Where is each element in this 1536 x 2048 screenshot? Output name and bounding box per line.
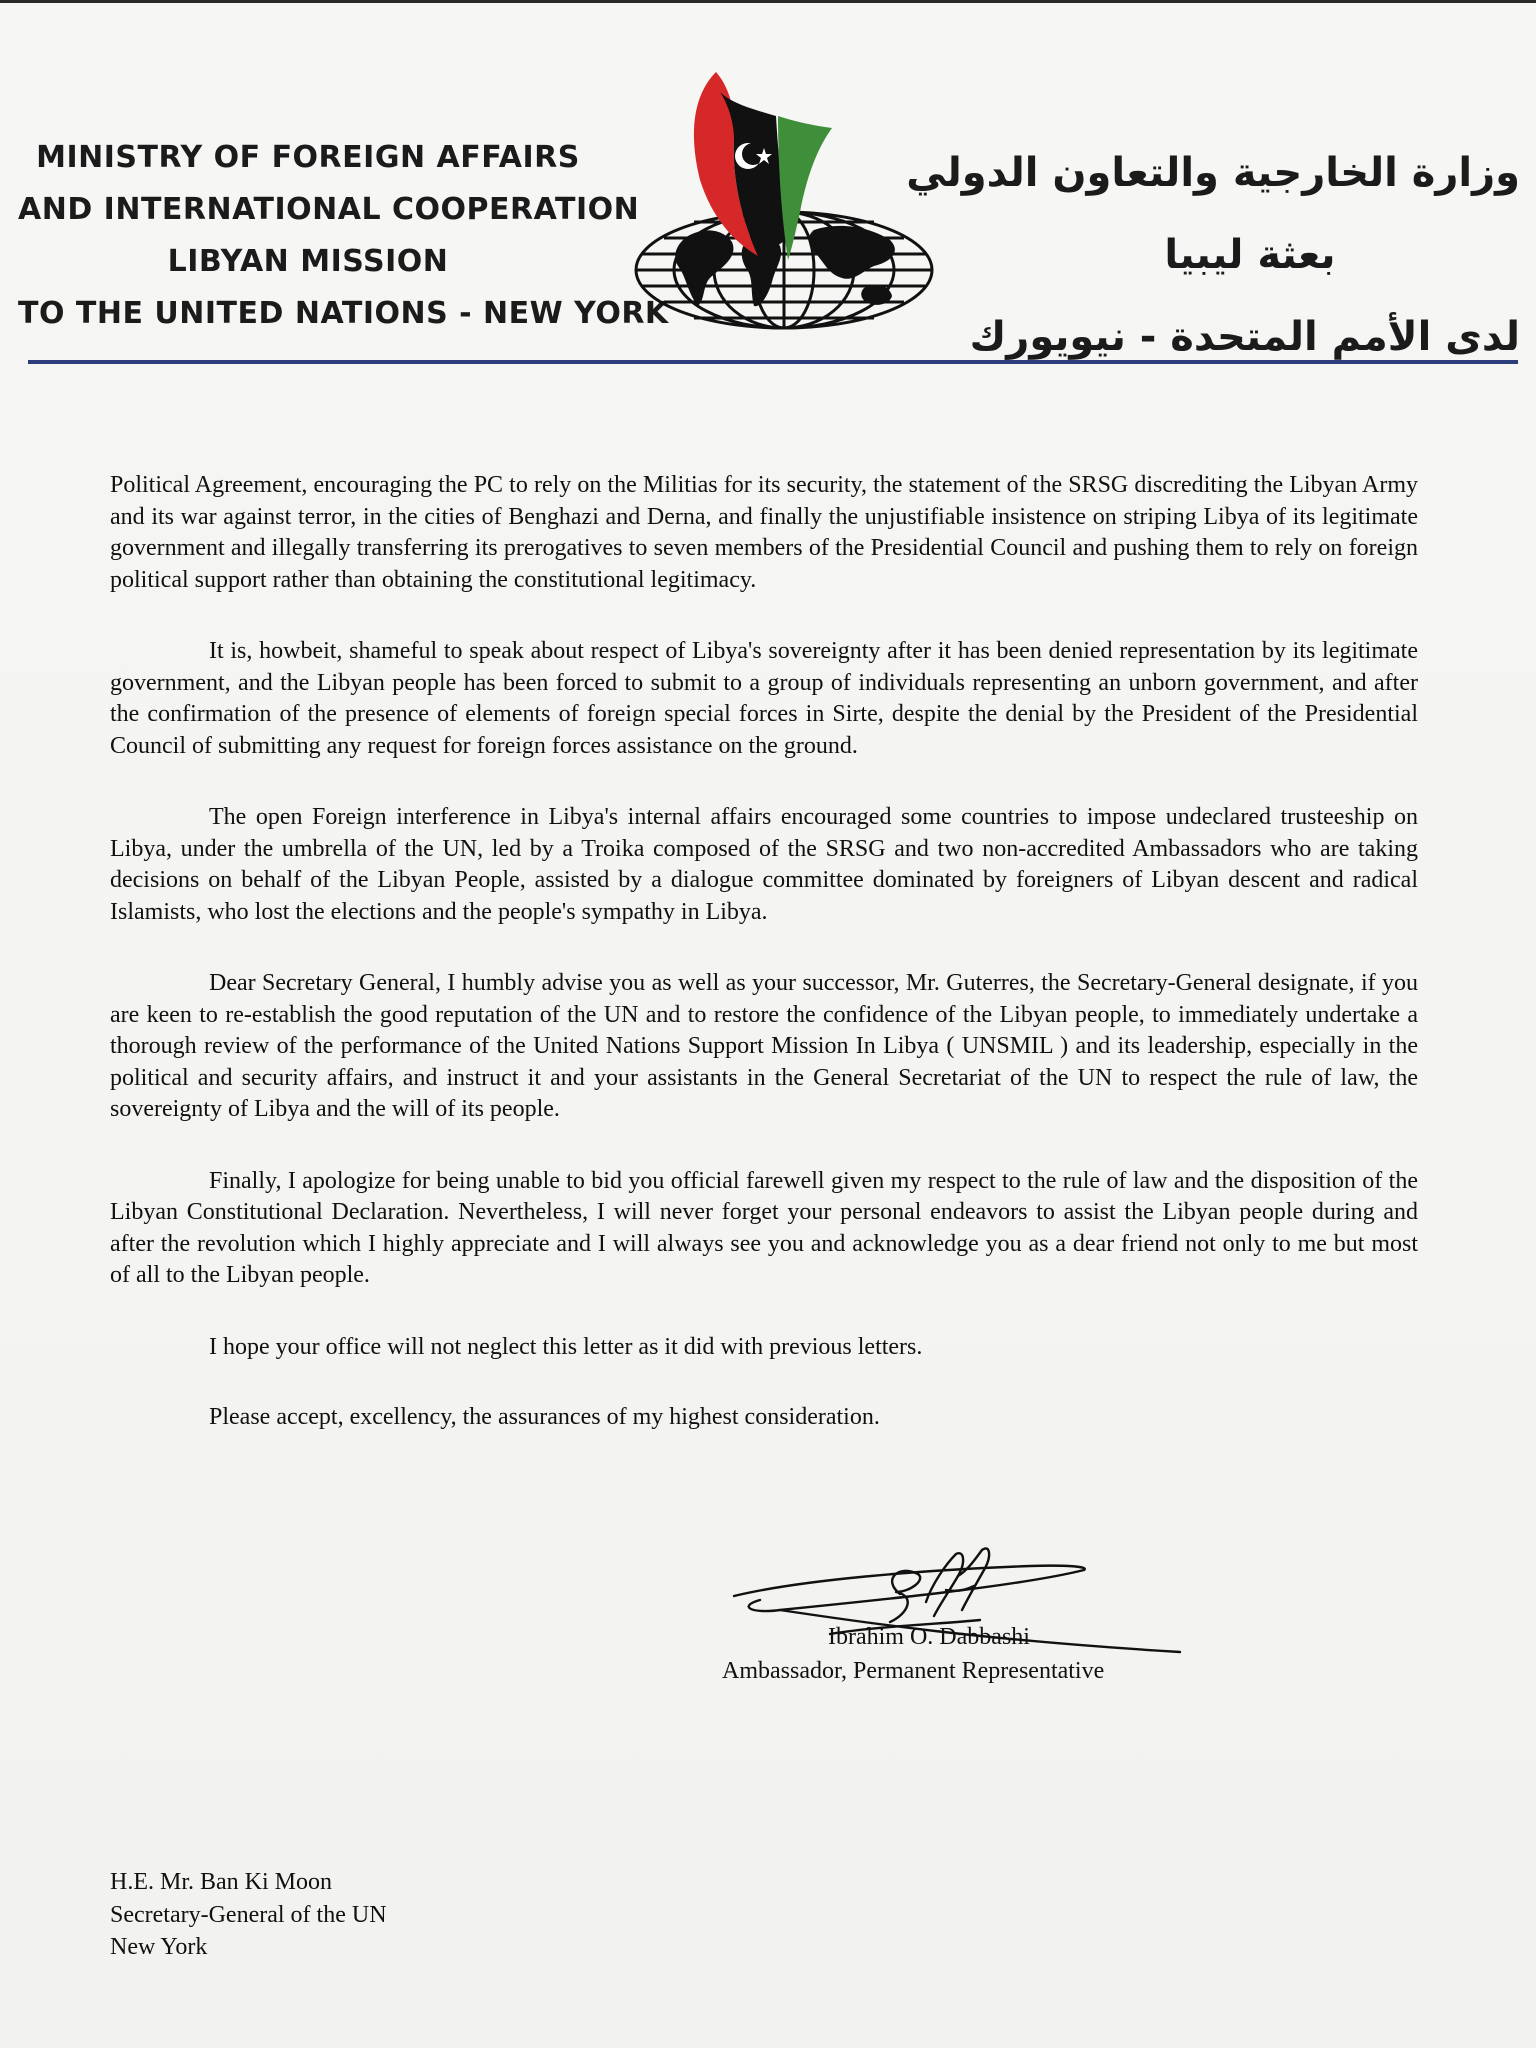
page-top-edge bbox=[0, 0, 1536, 3]
letterhead-english-line: AND INTERNATIONAL COOPERATION bbox=[18, 192, 640, 227]
body-paragraph: Political Agreement, encouraging the PC to rely on the Militias for its security, the statement of the SRSG discrediting the Libyan Army and its war against terror, in the cities of Benghazi and Derna, and finally the unjustifiable insistence on striping Libya of its legitimate government and illegally transferring its prerogatives to seven members of the Presidential Council and pushing them to rely on foreign political support rather than obtaining the constitutional legitimacy. bbox=[110, 472, 1418, 593]
body-paragraph: Dear Secretary General, I humbly advise you as well as your successor, Mr. Guterres, the Secretary-General designate, if you are keen to re-establish the good reputation of the UN and to restore the confidence of the Libyan people, to immediately undertake a thorough review of the performance of the United Nations Support Mission In Libya ( UNSMIL ) and its leadership, especially in the political and security affairs, and instruct it and your assistants in the General Secretariat of the UN to respect the rule of law, the sovereignty of Libya and the will of its people. bbox=[110, 970, 1418, 1122]
letterhead-english-line: TO THE UNITED NATIONS - NEW YORK bbox=[18, 296, 669, 331]
body-paragraph: The open Foreign interference in Libya's internal affairs encouraged some countries to impose undeclared trusteeship on Libya, under the umbrella of the UN, led by a Troika composed of the SRSG and two non-accredited Ambassadors who are taking decisions on behalf of the Libyan People, assisted by a dialogue committee dominated by foreigners of Libyan descent and radical Islamists, who lost the elections and the people's sympathy in Libya. bbox=[110, 804, 1418, 925]
addressee-line: New York bbox=[110, 1934, 208, 1960]
letterhead-rule bbox=[28, 360, 1518, 364]
signatory-name: Ibrahim O. Dabbashi bbox=[828, 1624, 1030, 1650]
letterhead-english-line: MINISTRY OF FOREIGN AFFAIRS bbox=[36, 140, 580, 175]
body-paragraph: I hope your office will not neglect this letter as it did with previous letters. bbox=[209, 1333, 923, 1360]
letterhead-arabic-line: بعثة ليبيا bbox=[1164, 232, 1336, 278]
body-paragraph: It is, howbeit, shameful to speak about respect of Libya's sovereignty after it has been denied representation by its legitimate government, and the Libyan people has been forced to submit to a group of individuals representing an unborn government, and after the confirmation of the presence of elements of foreign special forces in Sirte, despite the denial by the President of the Presidential Council of submitting any request for foreign forces assistance on the ground. bbox=[110, 638, 1418, 759]
closing-paragraph: Please accept, excellency, the assurances of my highest consideration. bbox=[209, 1404, 880, 1430]
body-paragraph: Finally, I apologize for being unable to bid you official farewell given my respect to the rule of law and the disposition of the Libyan Constitutional Declaration. Nevertheless, I will never forget your personal endeavors to assist the Libyan people during and after the revolution which I highly appreciate and I will always see you and acknowledge you as a dear friend not only to me but most of all to the Libyan people. bbox=[110, 1167, 1418, 1288]
letter-body bbox=[110, 470, 1418, 1474]
letterhead-arabic-line: لدى الأمم المتحدة - نيويورك bbox=[969, 314, 1520, 360]
letterhead-arabic-line: وزارة الخارجية والتعاون الدولي bbox=[906, 150, 1520, 196]
signatory-title: Ambassador, Permanent Representative bbox=[722, 1658, 1105, 1684]
letterhead-english bbox=[18, 132, 669, 340]
letterhead-arabic bbox=[906, 132, 1520, 378]
addressee-block bbox=[110, 1866, 387, 1964]
addressee-line: H.E. Mr. Ban Ki Moon bbox=[110, 1869, 332, 1895]
letterhead-english-line: LIBYAN MISSION bbox=[167, 244, 449, 279]
addressee-line: Secretary-General of the UN bbox=[110, 1901, 387, 1928]
libyan-flag-globe-emblem-icon bbox=[628, 70, 940, 332]
